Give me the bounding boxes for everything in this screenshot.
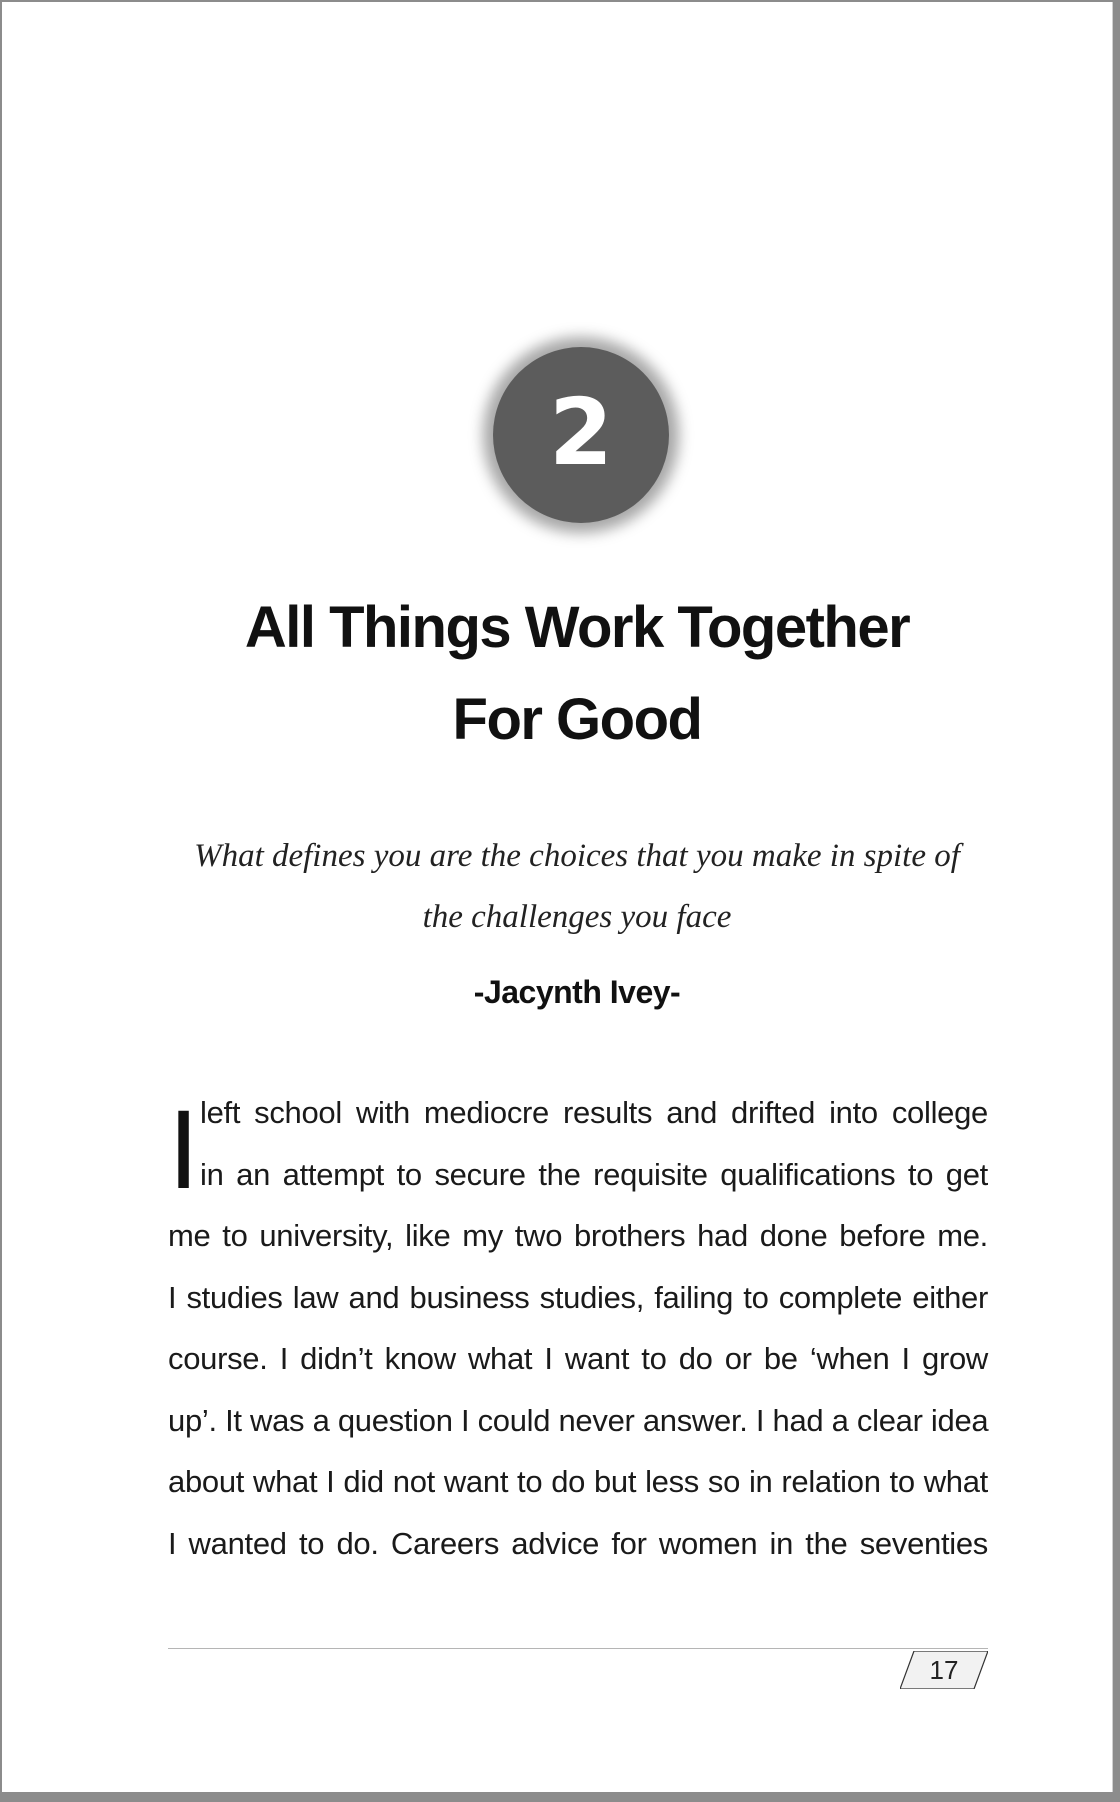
body-line: left school with mediocre results and drifted into college xyxy=(200,1095,988,1130)
body-line: in an attempt to secure the requisite qualifications to get xyxy=(200,1156,988,1192)
chapter-number-badge xyxy=(493,347,669,523)
footer-rule xyxy=(168,1648,988,1649)
epigraph-quote-line-2: the challenges you face xyxy=(422,899,732,935)
body-line: I wanted to do. Careers advice for women in the seventies xyxy=(168,1525,988,1561)
chapter-title-line-2: For Good xyxy=(452,687,702,752)
body-line: I studies law and business studies, failing to complete either xyxy=(168,1279,988,1315)
chapter-number: 2 xyxy=(548,379,613,486)
epigraph-author: -Jacynth Ivey- xyxy=(473,974,681,1010)
page-number: 17 xyxy=(929,1655,959,1685)
drop-cap: I xyxy=(168,1087,200,1212)
body-line: up’. It was a question I could never answer. I had a clear idea xyxy=(168,1402,989,1438)
body-line: me to university, like my two brothers had done before me. xyxy=(168,1218,988,1253)
body-line: about what I did not want to do but less so in relation to what xyxy=(168,1464,988,1499)
chapter-title-line-1: All Things Work Together xyxy=(244,595,910,660)
body-line: course. I didn’t know what I want to do or be ‘when I grow xyxy=(168,1341,988,1376)
epigraph-quote-line-1: What defines you are the choices that you make in spite of xyxy=(194,838,960,874)
book-page xyxy=(2,2,1113,1792)
page-number-tab xyxy=(900,1651,988,1689)
body-paragraph xyxy=(168,1082,988,1574)
